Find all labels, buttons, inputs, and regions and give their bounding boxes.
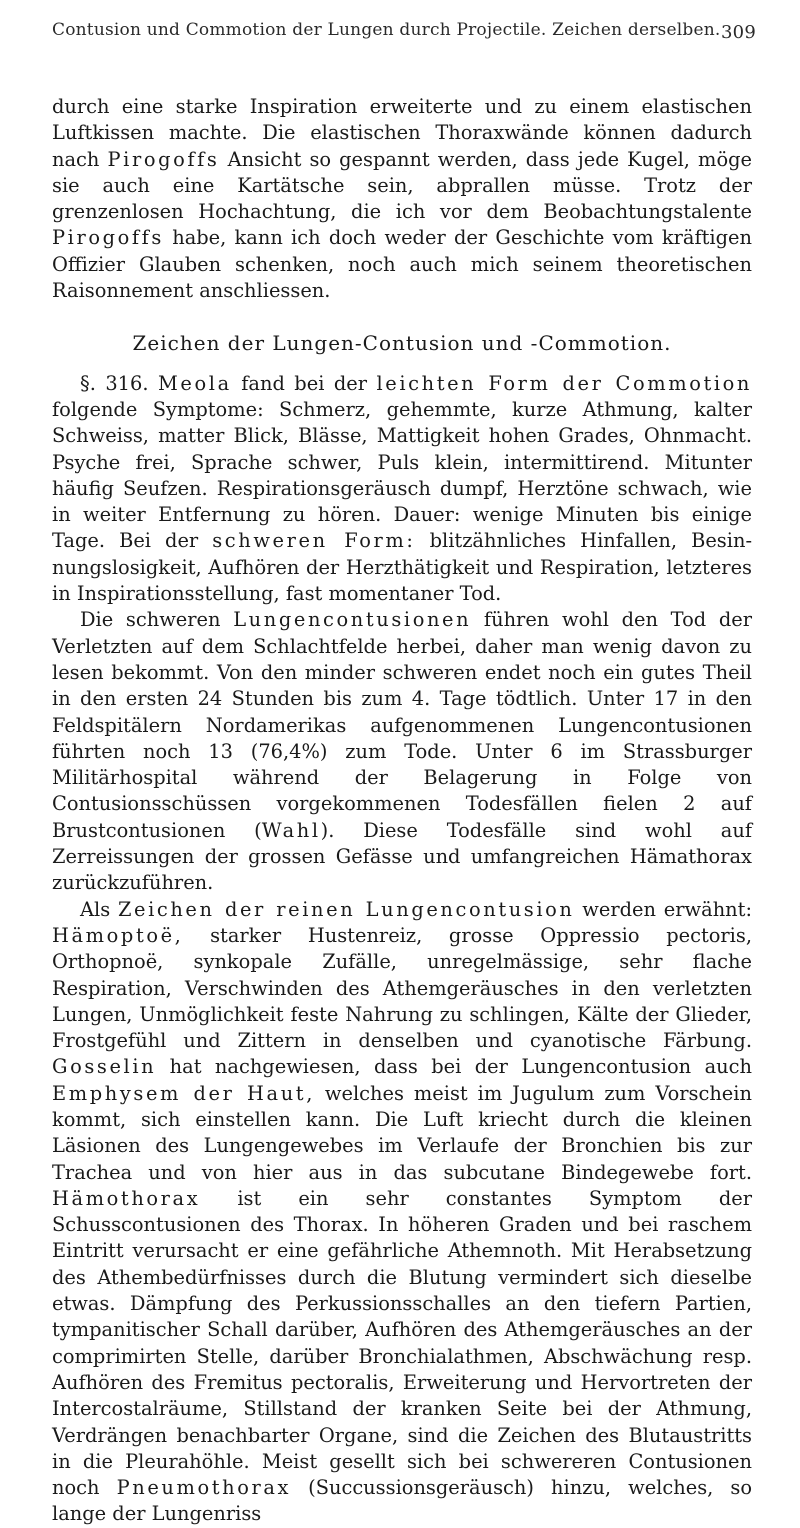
text-span: welches meist im Jugulum zum Vorschein kommt, sich einstellen kann. Die Luft kriecht durch die kleinen Läsionen des Lungengewebes im Verlaufe der Bronchien bis zur Trachea und von hier aus in das subcutane Bindegewebe fort. <box>52 1081 752 1184</box>
author-name: Meola <box>157 371 232 395</box>
page-number: 309 <box>721 22 756 43</box>
body-text <box>52 94 752 1528</box>
text-span: Als <box>80 897 111 921</box>
text-span: ist ein sehr constantes Symptom der Schusscontusionen des Thorax. In höheren Graden und bei raschem Eintritt verursacht er eine gefährliche Athemnoth. Mit Herabsetzung des Athembedürfnisses durch die Blutung vermindert sich dieselbe etwas. Dämpfung des Perkussionsschalles an den tiefern Partien, tympanitischer Schall darüber, Aufhören des Athemgeräusches an der comprimirten Stelle, darüber Bronchialathmen, Abschwächung resp. Aufhören des Fremitus pectoralis, Erweiterung und Hervortreten der Intercostalräume, Stillstand der kranken Seite bei der Athmung, Verdrängen benachbarter Organe, sind die Zeichen des Blutaustritts in die Pleurahöhle. Meist gesellt sich bei schwereren Contusionen noch <box>52 1186 752 1500</box>
emphasis-text: Pneumothorax <box>116 1476 292 1500</box>
author-name: Pirogoffs <box>107 147 220 171</box>
emphasis-text: leichten Form der Commotion <box>376 371 753 395</box>
author-name: Gosselin <box>52 1055 157 1079</box>
author-name: Wahl <box>261 818 321 842</box>
text-span: hat nachgewiesen, dass bei der Lungencontusion auch <box>169 1055 752 1079</box>
book-page <box>40 0 760 1526</box>
text-span: (Succussionsgeräusch) hinzu, welches, so lange der Lungenriss <box>52 1476 752 1526</box>
text-span: blitzähnliches Hinfallen, Besinnungslosigkeit, Aufhören der Herzthätigkeit und Respiration, letzteres in Inspirationsstellung, fast momentaner Tod. <box>52 529 752 606</box>
section-number: §. 316. <box>80 371 149 395</box>
running-title: Contusion und Commotion der Lungen durch Projectile. Zeichen derselben. <box>52 20 721 40</box>
text-span: folgende Symptome: Schmerz, gehemmte, kurze Athmung, kalter Schweiss, matter Blick, Blässe, Mattigkeit hohen Grades, Ohnmacht. Psyche frei, Sprache schwer, Puls klein, intermittirend. Mitunter häufig Seufzen. Respirationsgeräusch dumpf, Herztöne schwach, wie in weiter Entfernung zu hören. Dauer: wenige Minuten bis einige Tage. Bei der <box>52 397 752 553</box>
text-span: habe, kann ich doch weder der Geschichte vom kräftigen Offizier Glauben schenken, noch auch mich seinem theoretischen Raisonnement anschliessen. <box>52 226 752 303</box>
emphasis-text: Hämothorax <box>52 1186 201 1210</box>
emphasis-text: Emphysem der Haut, <box>52 1081 315 1105</box>
text-span: führen wohl den Tod der Verletzten auf dem Schlachtfelde herbei, daher man wenig davon zu lesen bekommt. Von den minder schweren endet noch ein gutes Theil in den ersten 24 Stunden bis zum 4. Tage tödtlich. Unter 17 in den Feldspitälern Nordamerikas aufgenommenen Lungencontusionen führten noch 13 (76,4%) zum Tode. Unter 6 im Strassburger Militärhospital während der Belagerung in Folge von Contusionsschüssen vorgekommenen Todesfällen fielen 2 auf Brustcontusionen ( <box>52 608 753 842</box>
text-span: Ansicht so gespannt werden, dass jede Kugel, möge sie auch eine Kartätsche sein, abprallen müsse. Trotz der grenzenlosen Hochachtung, die ich vor dem Beobachtungstalente <box>52 147 753 224</box>
text-span: starker Hustenreiz, grosse Oppressio pectoris, Orthopnoë, synkopale Zufälle, unregelmässige, sehr flache Respiration, Verschwinden des Athemgeräusches in den verletzten Lungen, Unmöglichkeit feste Nahrung zu schlingen, Kälte der Glieder, Frostgefühl und Zittern in denselben und cyanotische Färbung. <box>52 923 752 1053</box>
text-span: durch eine starke Inspiration erweiterte und zu einem elastischen Luftkissen machte. Die elastischen Thoraxwände können dadurch nach <box>52 95 752 171</box>
running-head <box>52 10 756 50</box>
emphasis-text: Hämoptoë, <box>52 923 184 947</box>
text-span: ). Diese Todesfälle sind wohl auf Zerreissungen der grossen Gefässe und umfangreichen Hämathorax zurückzuführen. <box>52 818 752 895</box>
text-span: fand bei der <box>241 371 368 395</box>
text-span: werden erwähnt: <box>582 897 752 921</box>
emphasis-text: schweren Form: <box>212 529 416 553</box>
paragraph-zeichen <box>52 897 752 1528</box>
section-heading: Zeichen der Lungen-Contusion und -Commotion. <box>132 331 672 356</box>
paragraph-continuation <box>52 94 752 304</box>
author-name: Pirogoffs <box>52 226 164 250</box>
text-span: Die schweren <box>80 608 221 632</box>
emphasis-text: Lungencontusionen <box>233 608 472 632</box>
emphasis-text: Zeichen der reinen Lungencontusion <box>117 897 575 921</box>
paragraph-316 <box>52 371 752 608</box>
paragraph-lungencontusionen <box>52 607 752 896</box>
